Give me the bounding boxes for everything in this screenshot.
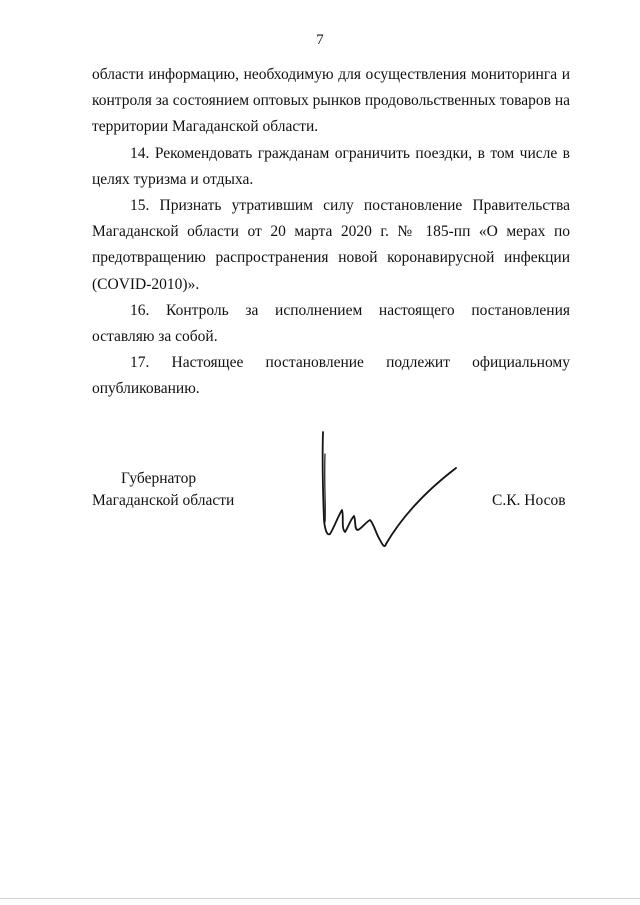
- document-body: [92, 62, 570, 403]
- paragraph-15: 15. Признать утратившим силу постановление Правительства Магаданской области от 20 марта 2020 г. № 185-пп «О мерах по предотвращению распространения новой коронавирусной инфекции (COVID-2010)».: [92, 197, 570, 293]
- page-number: 7: [316, 32, 324, 48]
- paragraph-17: 17. Настоящее постановление подлежит официальному: [130, 354, 570, 372]
- paragraph-14: 14. Рекомендовать гражданам ограничить поездки, в том числе в целях туризма и отдыха.: [92, 144, 570, 188]
- signatory-name: С.К. Носов: [492, 492, 566, 509]
- paragraph-16: 16. Контроль за исполнением настоящего постановления оставляю за собой.: [92, 301, 570, 346]
- handwritten-signature: [310, 424, 470, 556]
- paragraph-continuation: области информацию, необходимую для осуществления мониторинга и контроля за состоянием оптовых рынков продовольственных товаров на территории Магаданской области.: [92, 66, 570, 136]
- signature-flourish: [325, 454, 326, 522]
- signatory-position: Губернатор: [121, 470, 197, 487]
- signature-stroke: [323, 432, 456, 546]
- page-bottom-edge: [0, 898, 640, 899]
- paragraph-17-continuation: опубликованию.: [92, 380, 200, 398]
- signatory-region: Магаданской области: [92, 492, 235, 509]
- signatory-title: [92, 468, 234, 512]
